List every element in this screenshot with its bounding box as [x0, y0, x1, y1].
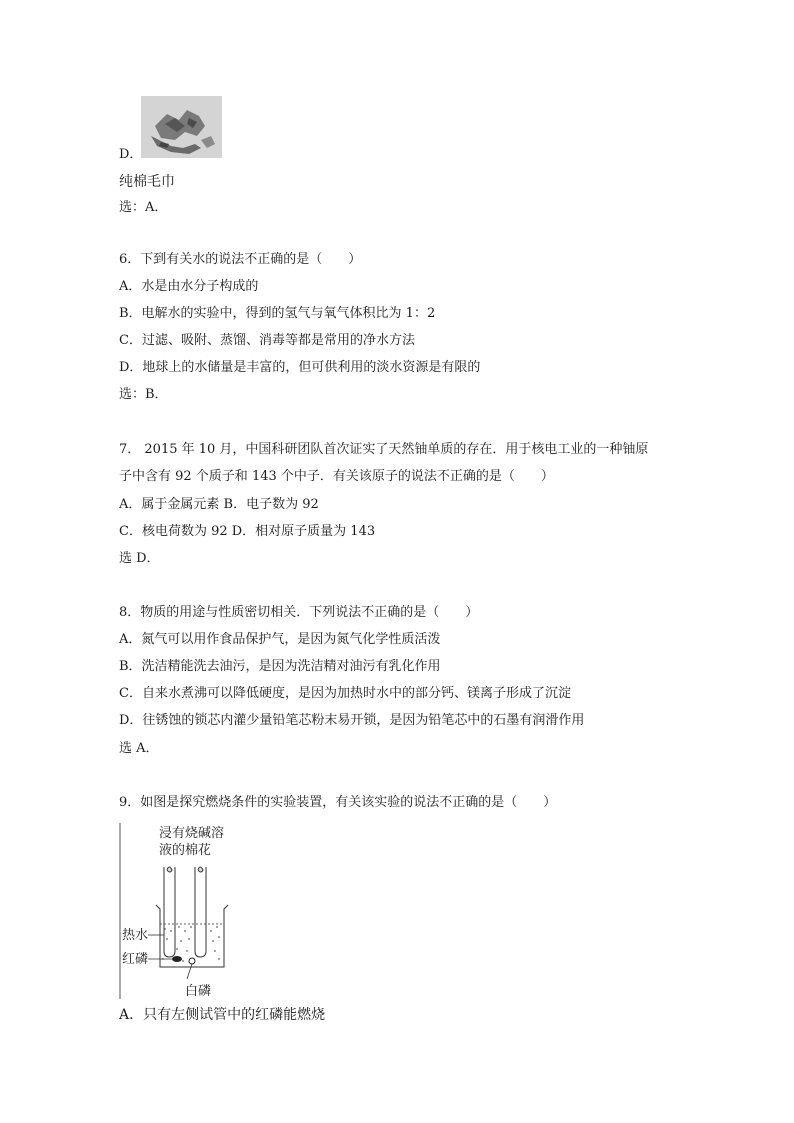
- combustion-apparatus-figure: [119, 823, 239, 999]
- q8-answer: 选 A．: [119, 741, 159, 756]
- q6-answer: 选：B．: [119, 387, 168, 402]
- q5-answer: 选：A．: [119, 200, 168, 215]
- q6-stem: 6．下到有关水的说法不正确的是（ ）: [119, 252, 362, 267]
- test-tube-left: [164, 867, 175, 957]
- q9-option-a: A．只有左侧试管中的红磷能燃烧: [119, 1007, 326, 1023]
- q8-option-b: B．洗洁精能洗去油污，是因为洗洁精对油污有乳化作用: [119, 659, 441, 674]
- red-phosphorus-sample: [172, 956, 182, 962]
- q6-option-a: A．水是由水分子构成的: [119, 279, 259, 294]
- red-phosphorus-label: 红磷: [122, 951, 149, 966]
- test-tube-right: [195, 867, 206, 957]
- q6-option-b: B．电解水的实验中，得到的氢气与氧气体积比为 1：2: [119, 306, 436, 321]
- hot-water-label: 热水: [122, 927, 149, 942]
- q7-options-row2: C．核电荷数为 92 D．相对原子质量为 143: [119, 524, 376, 539]
- q8-option-d: D．往锈蚀的锁芯内灌少量铅笔芯粉末易开锁，是因为铅笔芯中的石墨有润滑作用: [119, 713, 585, 728]
- q5-option-d-label: D．: [119, 147, 143, 162]
- white-phosphorus-sample: [189, 958, 195, 964]
- q9-stem: 9．如图是探究燃烧条件的实验装置，有关该实验的说法不正确的是（ ）: [119, 795, 557, 810]
- cotton-label-line1: 浸有烧碱溶: [159, 825, 225, 840]
- q8-stem: 8．物质的用途与性质密切相关．下列说法不正确的是（ ）: [119, 605, 479, 620]
- q5-option-d-caption: 纯棉毛巾: [119, 174, 175, 190]
- white-phosphorus-label: 白磷: [185, 983, 212, 998]
- q7-options-row1: A．属于金属元素 B．电子数为 92: [119, 497, 319, 512]
- q7-answer: 选 D．: [119, 551, 160, 566]
- q7-stem-line2: 子中含有 92 个质子和 143 个中子．有关该原子的说法不正确的是（ ）: [119, 469, 554, 484]
- q7-stem-line1: 7． 2015 年 10 月，中国科研团队首次证实了天然铀单质的存在．用于核电工业的一种铀原: [119, 442, 649, 457]
- q6-option-c: C．过滤、吸附、蒸馏、消毒等都是常用的净水方法: [119, 333, 415, 348]
- q8-option-c: C．自来水煮沸可以降低硬度，是因为加热时水中的部分钙、镁离子形成了沉淀: [119, 686, 571, 701]
- q6-option-d: D．地球上的水储量是丰富的，但可供利用的淡水资源是有限的: [119, 360, 481, 375]
- cotton-label-line2: 液的棉花: [159, 842, 212, 857]
- q8-option-a: A．氮气可以用作食品保护气，是因为氮气化学性质活泼: [119, 632, 441, 647]
- towel-photo: [141, 96, 222, 158]
